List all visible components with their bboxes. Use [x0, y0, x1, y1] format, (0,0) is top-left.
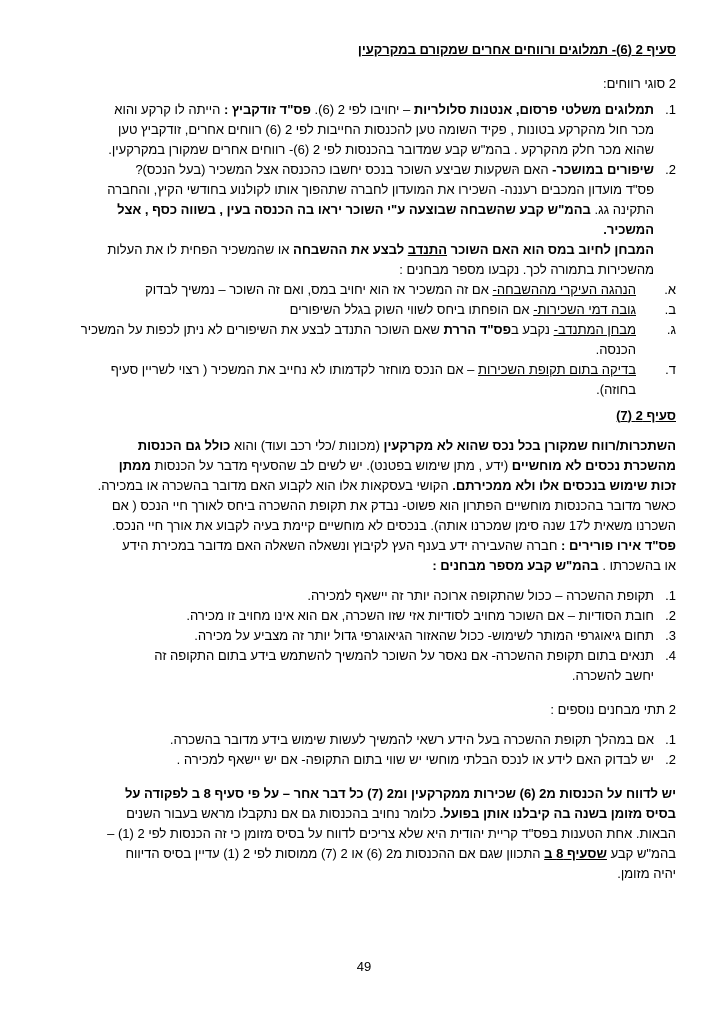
list-item: 4. תנאים בתום תקופת ההשכרה- אם נאסר על השוכר להמשיך להשתמש בידע בתום התקופה זה יחשב להשכרה.: [154, 648, 676, 683]
section-title-2-7: סעיף 2 (7): [616, 408, 676, 423]
royalties-term: תמלוגים משלטי פרסום, אנטנות סלולריות: [413, 102, 654, 117]
list-item: 2. יש לבדוק האם לידע או לנכס הבלתי מוחשי יש שווי בתום התקופה- אם יש יישאף למכירה .: [176, 752, 676, 767]
list-number: 1.: [665, 102, 676, 117]
paragraph-line: שהוא מכר חלק מהקרקע . בהמ"ש קבע שמדובר בהכנסות לפי 2 (6)- רווחים אחרים שמקורן במקרקעין.: [108, 142, 654, 157]
reporting-paragraph: יש לדווח על הכנסות מ2 (6) שכירות ממקרקעין ומ2 (7) כל דבר אחר – על פי סעיף 8 ב לפקודה על בסיס מזומן בשנה בה קיבלנו אותן בפועל. כלומר נחויב בהכנסות גם אם נתקבלו מראש בעבור השנים הבאות. אחת הטענות בפס"ד קריית יהודית היא שלא צריכים לדווח על בסיס מזומן כי זה הכנסות לפי 2 (1) – בהמ"ש קבע שסעיף 8 ב התכוון שגם אם ההכנסות מ2 (6) או 2 (7) ממוסות לפי 2 (1) עדיין בסיס הדיווח יהיה מזומן.: [107, 786, 676, 881]
page-number: 49: [356, 959, 372, 974]
test-item-rent-amount: ב. גובה דמי השכירות- אם הופחתו ביחס לשווי השוק בגלל השיפורים: [289, 302, 676, 317]
list-item: 1. אם במהלך תקופת ההשכרה בעל הידע רשאי להמשיך לעשות שימוש בידע מדובר בהשכרה.: [169, 732, 676, 747]
paragraph-line: פס"ד מועדון המכבים רעננה- השכירו את המועדון לחברה שתהפוך אותו לקולנוע בחודשי הקיץ, והחברה: [107, 182, 654, 197]
paragraph-line: מהשכירות בתמורה לכך. נקבעו מספר מבחנים :: [399, 262, 654, 277]
list-item-improvements: 2. שיפורים במושכר- האם הּשקעות שביצע השוכר בנכס יחשבו כהכנסה אצל המשכיר (בעל הנכס)? פס"ד מועדון המכבים רעננה- השכירו את המועדון לחברה שתהפוך אותו לקולנוע בחודשי הקיץ, והחברה התקינה גג. בהמ"ש קבע שהשבחה שבוצעה ע"י השוכר יראו בה הכנסה בעין , בשווה כסף , אצל המשכיר. המבחן לחיוב במס הוא האם השוכר התנדב לבצע את ההשבחה או שהמשכיר הפחית לו את העלות מהשכירות בתמורה לכך. נקבעו מספר מבחנים :: [66, 160, 676, 280]
section-8b-term: שסעיף 8 ב: [544, 846, 607, 861]
list-item: 3. תחום גיאוגרפי המותר לשימוש- ככול שהאזור הגיאוגרפי גדול יותר זה מצביע על מכירה.: [194, 628, 676, 643]
case-name: פס"ד אירו פורירים :: [561, 538, 676, 553]
list-item: 2. חובת הסודיות – אם השוכר מחויב לסודיות אזי שזו השכרה, אם הוא אינו מחויב זו מכירה.: [186, 608, 676, 623]
paragraph-line: מכר חול מהקרקע בטונות , פקיד השומה טען להכנסות החייבות לפי 2 (6) רווחים אחרים, זודקביץ טען: [118, 122, 654, 137]
income-types-intro: 2 סוגי רווחים:: [602, 76, 676, 91]
list-item-royalties: 1. תמלוגים משלטי פרסום, אנטנות סלולריות – יחויבו לפי 2 (6). פס"ד זודקביץ : הייתה לו קרקע והוא מכר חול מהקרקע בטונות , פקיד השומה טען להכנסות החייבות לפי 2 (6) רווחים אחרים, זודקביץ טען שהוא מכר חלק מהקרקע . בהמ"ש קבע שמדובר בהכנסות לפי 2 (6)- רווחים אחרים שמקורן במקרקעין.: [66, 100, 676, 160]
paragraph-line: המשכיר.: [603, 222, 654, 237]
improvements-term: שיפורים במושכר-: [552, 162, 654, 177]
section-2-7-paragraph: השתכרות/רווח שמקורן בכל נכס שהוא לא מקרקעין (מכונות /כלי רכב ועוד) והוא כולל גם הכנסות מהשכרת נכסים לא מוחשיים (ידע , מתן שימוש בפטנט). יש לשים לב שהסעיף מדבר על הכנסות ממתן זכות שימוש בנכסים אלו ולא ממכירתם. הקושי בעסקאות אלו הוא לקבוע האם מדובר בהשכרה או במכירה. כאשר מדובר בהכנסות מוחשיים הפתרון הוא פשוט- נבדק את תקופת ההשכרה ביחס לאורך חיי הנכס ( אם השכרנו משאית ל17 שנה סימן שמכרנו אותה). בנכסים לא מוחשיים קיימת בעיה לקבוע את אורך חיי הנכס. פס"ד אירו פורירים : חברה שהעבירה ידע בענף העץ לקיבוץ ונשאלה השאלה האם מדובר במכירת הידע או בהשכרתו . בהמ"ש קבע מספר מבחנים :: [97, 438, 676, 573]
extra-tests-title: 2 תתי מבחנים נוספים :: [550, 702, 676, 717]
court-ruling: בהמ"ש קבע שהשבחה שבוצעה ע"י השוכר יראו בה הכנסה בעין , בשווה כסף , אצל: [117, 202, 591, 217]
test-item-end-of-lease: ד. בדיקה בתום תקופת השכירות – אם הנכס מוחזר לקדמותו לא נחייב את המשכיר ( רצוי לשריין סעיף בחוזה).: [110, 362, 676, 397]
criteria-list: [66, 586, 676, 686]
test-item-volunteer: ג. מבחן המתנדב- נקבע בפס"ד הררת שאם השוכר התנדב לבצע את השיפורים לא ניתן לכפות על המשכיר הכנסה.: [80, 322, 676, 357]
volunteer-term: התנדב: [407, 242, 448, 257]
case-name: פס"ד זודקביץ :: [223, 102, 311, 117]
list-number: 2.: [665, 162, 676, 177]
list-item: 1. תקופת ההשכרה – ככול שהתקופה ארוכה יותר זה יישאף למכירה.: [307, 588, 676, 603]
extra-tests-list: [66, 730, 676, 770]
test-item-main-beneficiary: א. הנהגה העיקרי מההשבחה- אם זה המשכיר אז הוא יחויב במס, ואם זה השוכר – נמשיך לבדוק: [145, 282, 676, 297]
section-title-2-6: סעיף 2 (6)- תמלוגים ורווחים אחרים שמקורם במקרקעין: [357, 42, 676, 57]
